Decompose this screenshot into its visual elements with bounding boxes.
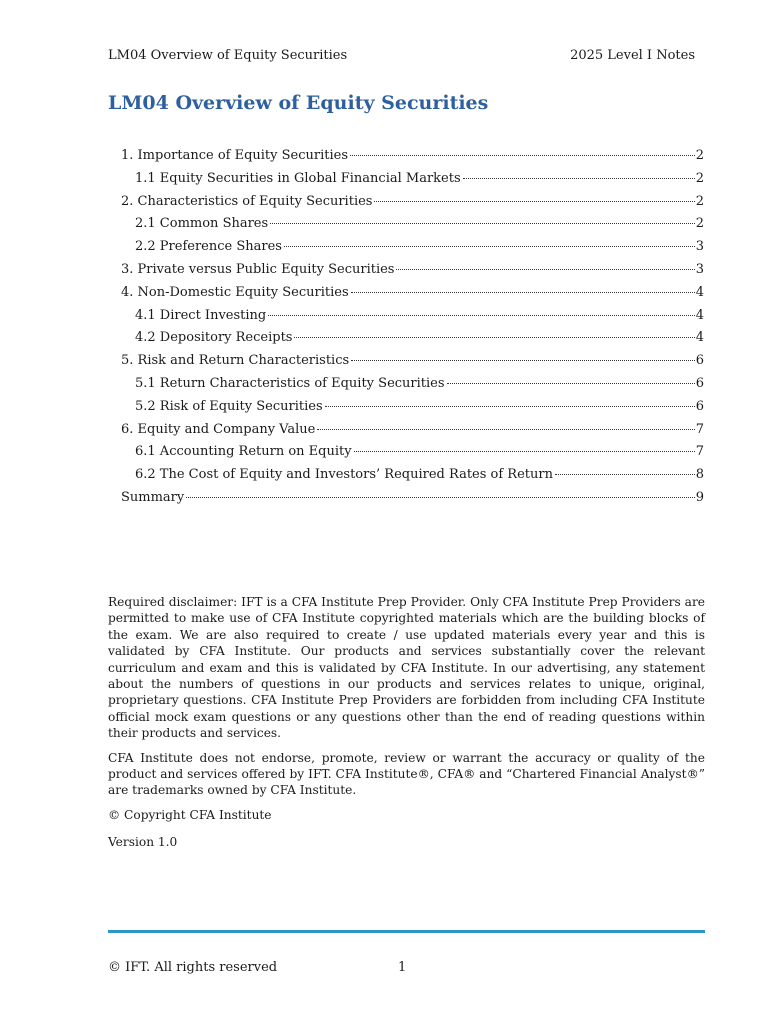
- toc-entry-2[interactable]: [121, 171, 704, 194]
- toc-leader-dots: [351, 292, 695, 293]
- toc-leader-dots: [354, 451, 695, 452]
- toc-entry-label: 5. Risk and Return Characteristics: [121, 353, 350, 369]
- footer-rule: [108, 930, 705, 933]
- footer-page-number: 1: [398, 960, 407, 975]
- toc-entry-page: 3: [695, 239, 704, 255]
- toc-entry-3[interactable]: [121, 194, 704, 217]
- toc-leader-dots: [447, 383, 695, 384]
- toc-entry-label: 6.1 Accounting Return on Equity: [135, 444, 352, 460]
- toc-entry-page: 4: [695, 284, 704, 300]
- toc-entry-label: 2.2 Preference Shares: [135, 239, 282, 255]
- toc-entry-page: 6: [695, 398, 704, 414]
- toc-entry-label: 2.1 Common Shares: [135, 216, 269, 232]
- toc-entry-label: 5.2 Risk of Equity Securities: [135, 398, 323, 414]
- disclaimer: [108, 594, 705, 831]
- footer-rights: © IFT. All rights reserved: [108, 960, 278, 975]
- toc-entry-4[interactable]: [121, 216, 704, 239]
- toc-entry-label: 1. Importance of Equity Securities: [121, 148, 348, 163]
- toc-entry-label: Summary: [121, 489, 185, 505]
- version-label: Version 1.0: [108, 835, 178, 849]
- toc-entry-12[interactable]: [121, 399, 704, 422]
- toc-entry-page: 7: [695, 444, 704, 460]
- toc-leader-dots: [284, 246, 695, 247]
- toc-entry-label: 4.2 Depository Receipts: [135, 330, 293, 346]
- header-right: 2025 Level I Notes: [570, 48, 695, 63]
- toc-entry-5[interactable]: [121, 239, 704, 262]
- toc-entry-15[interactable]: [121, 467, 704, 490]
- toc-leader-dots: [351, 360, 695, 361]
- toc-entry-14[interactable]: [121, 444, 704, 467]
- toc-entry-label: 6.2 The Cost of Equity and Investors’ Required Rates of Return: [135, 467, 553, 483]
- toc-leader-dots: [350, 155, 695, 156]
- toc-entry-page: 2: [695, 193, 704, 209]
- disclaimer-paragraph-1: Required disclaimer: IFT is a CFA Institute Prep Provider. Only CFA Institute Prep Providers are permitted to make use of CFA Institute copyrighted materials which are the building blocks of the exam. We are also required to create / use updated materials every year and this is validated by CFA Institute. Our products and services substantially cover the relevant curriculum and exam and this is validated by CFA Institute. In our advertising, any statement about the numbers of questions in our products and services relates to unique, original, proprietary questions. CFA Institute Prep Providers are forbidden from including CFA Institute official mock exam questions or any questions other than the end of reading questions within their products and services.: [108, 595, 705, 741]
- page-title: LM04 Overview of Equity Securities: [108, 92, 489, 114]
- toc-entry-page: 6: [695, 375, 704, 391]
- toc-entry-page: 6: [695, 353, 704, 369]
- toc-entry-page: 2: [695, 216, 704, 232]
- toc-leader-dots: [396, 269, 694, 270]
- toc-entry-page: 4: [695, 307, 704, 323]
- toc-leader-dots: [463, 178, 695, 179]
- toc-leader-dots: [317, 429, 694, 430]
- disclaimer-paragraph-2: CFA Institute does not endorse, promote, review or warrant the accuracy or quality of the product and services offered by IFT. CFA Institute®, CFA® and “Chartered Financial Analyst®” are trademarks owned by CFA Institute.: [108, 750, 705, 798]
- toc-entry-8[interactable]: [121, 308, 704, 331]
- toc-entry-label: 6. Equity and Company Value: [121, 421, 316, 437]
- header-left: LM04 Overview of Equity Securities: [108, 48, 348, 63]
- toc-entry-label: 3. Private versus Public Equity Securities: [121, 261, 395, 277]
- toc-entry-page: 2: [695, 170, 704, 186]
- toc-entry-page: 9: [695, 489, 704, 505]
- toc-leader-dots: [374, 201, 694, 202]
- toc-entry-page: 4: [695, 330, 704, 346]
- toc-entry-label: 5.1 Return Characteristics of Equity Securities: [135, 375, 445, 391]
- toc-leader-dots: [555, 474, 695, 475]
- toc-entry-label: 1.1 Equity Securities in Global Financial Markets: [135, 170, 461, 186]
- toc-entry-13[interactable]: [121, 422, 704, 445]
- toc-leader-dots: [325, 406, 695, 407]
- toc-entry-label: 4. Non-Domestic Equity Securities: [121, 284, 349, 300]
- toc-entry-16[interactable]: [121, 490, 704, 513]
- toc-entry-9[interactable]: [121, 330, 704, 353]
- toc-entry-11[interactable]: [121, 376, 704, 399]
- table-of-contents: [121, 148, 704, 513]
- toc-entry-page: 8: [695, 467, 704, 483]
- toc-entry-page: 7: [695, 421, 704, 437]
- toc-leader-dots: [270, 223, 695, 224]
- toc-entry-6[interactable]: [121, 262, 704, 285]
- toc-leader-dots: [294, 337, 694, 338]
- toc-leader-dots: [268, 315, 694, 316]
- toc-leader-dots: [186, 497, 694, 498]
- copyright-notice: © Copyright CFA Institute: [108, 807, 272, 822]
- toc-entry-label: 2. Characteristics of Equity Securities: [121, 193, 373, 209]
- toc-entry-1[interactable]: [121, 148, 704, 171]
- toc-entry-7[interactable]: [121, 285, 704, 308]
- toc-entry-10[interactable]: [121, 353, 704, 376]
- toc-entry-label: 4.1 Direct Investing: [135, 307, 267, 323]
- toc-entry-page: 2: [695, 148, 704, 163]
- toc-entry-page: 3: [695, 261, 704, 277]
